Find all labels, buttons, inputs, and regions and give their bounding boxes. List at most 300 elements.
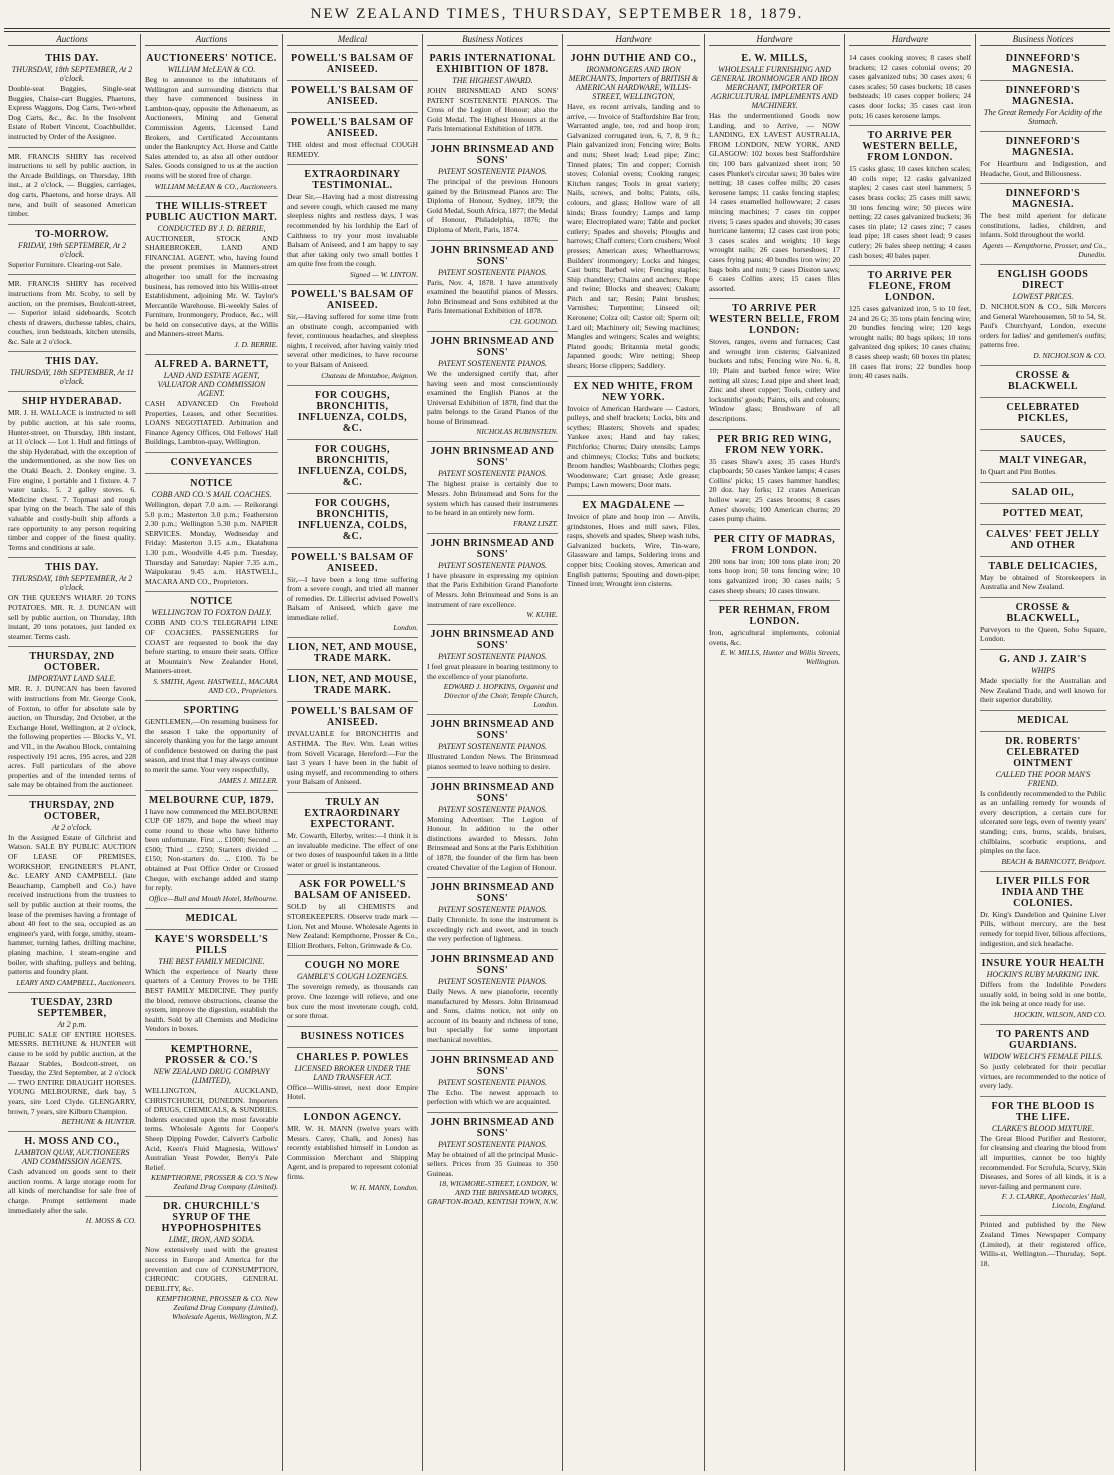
ad-body: Is confidently recommended to the Public as an unfailing remedy for wounds of every description, a certain cure for ulcerated sore legs, even of twenty years' standing; cuts, burns, scalds, bruises, chilblains, scorbutic eruptions, and pimples on the face. xyxy=(980,788,1106,856)
ad-body: Dear Sir,—Having had a most distressing and severe cough, which caused me many sleepless nights and restless days, I was recommended by his lordship the Earl of Caithness to try your most invaluable Balsam of Aniseed, and I am happy to say that after taking only two small bottles I am quite free from the cough. xyxy=(287,192,418,269)
ad-body: Morning Advertiser. The Legion of Honour. In addition to the other distinctions awarded to Messrs. John Brinsmead and Sons at the Paris Exhibition of 1878, the founder of the firm has been created Chevalier of the Legion of Honour. xyxy=(427,814,558,872)
ad-subtitle: WILLIAM McLEAN & CO. xyxy=(167,65,256,74)
ad-body: Dr. King's Dandelion and Quinine Liver Pills, without mercury, are the best remedy for torpid liver, bilious affections, indigestion, and sick headache. xyxy=(980,909,1106,948)
ad-subtitle: COBB AND CO.'S MAIL COACHES. xyxy=(151,490,272,500)
advertisement xyxy=(980,732,1106,872)
ad-body: Differs from the Indelible Powders usually sold, in being sold in one bottle, the ink being at once ready for use. xyxy=(980,980,1106,1009)
ad-title: LION, NET, AND MOUSE, TRADE MARK. xyxy=(288,642,417,665)
ad-signature: KEMPTHORNE, PROSSER & CO.'S New Zealand Drug Company (Limited). xyxy=(150,1173,278,1192)
advertisement xyxy=(287,49,418,81)
advertisement xyxy=(427,950,558,1051)
ad-body: Have, ex recent arrivals, landing and to arrive, — Invoice of Staffordshire Bar Iron; Warranted angle, tee, rod and hoop iron; Galvanized corrugated iron, 6, 7, 8, 9 ft.; Plain galvanized iron; Fencing wire; Bolts and nuts; Sheet lead; Lead pipe; Zinc; Tinned plates; Tin and copper; Cornish stoves; Colonial ovens; Cooking ranges; Kitchen ranges; Tools in great variety; Nails, screws, and bolts; Paints, oils, colours, and glass; Hollow ware of all kinds; Brass foundry; Lamps and lamp ware; Electroplated ware; Table and pocket cutlery; Spades and shovels; Ploughs and harrows; Chaff cutters; Corn crushers; Wool presses; American axes; Wheelbarrows; Builders' ironmongery; Locks and hinges; Cast butts; Barbed wire; Fencing staples; Ship chandlery; Chains and anchors; Rope and twine; Blocks and sheaves; Oakum; Pitch and tar; Resin; Paint brushes; Varnishes; Turpentine; Linseed oil; Kerosene; Colza oil; Castor oil; Sperm oil; Lard oil; Machinery oil; Sewing machines; Mangles and wringers; Scales and weights; Plated goods; Britannia metal goods; Japanned goods; Wire netting; Sheep shears; Horse clippers; Saddlery. xyxy=(567,102,700,371)
ad-title: PARIS INTERNATIONAL EXHIBITION OF 1878. xyxy=(429,53,556,75)
ad-signature: Chateau de Montaboe, Avignon. xyxy=(321,370,418,380)
ad-title: TABLE DELICACIES, xyxy=(988,560,1098,572)
advertisement xyxy=(8,993,136,1132)
advertisement xyxy=(849,126,971,266)
ad-body: AUCTIONEER, STOCK AND SHAREBROKER, LAND AND FINANCIAL AGENT, who, having found the present premises in Manners-street altogether too small for the increasing business, has removed into his Willis-street Establishment, adjoining Mr. W. Taylor's Mercantile Warehouse. Bi-weekly Sales of Furniture, Ironmongery, Produce, &c., will be held on consecutive days, at the Willis and Manners-street Marts. xyxy=(145,233,278,339)
ad-body: Stoves, ranges, ovens and furnaces; Cast and wrought iron cisterns; Galvanized buckets and tubs; Fencing wire No. 6, 8, 10; Plain and barbed fence wire; Wire netting all sizes; Lead pipe and sheet lead; Zinc and sheet copper; Tools, cutlery and locksmiths' goods; Paints, oils and colours; Window glass; Brushware of all descriptions. xyxy=(709,337,840,424)
advertisement xyxy=(427,1051,558,1113)
ad-title: TRULY AN EXTRAORDINARY EXPECTORANT. xyxy=(304,797,401,831)
ad-body: GENTLEMEN,—On resuming business for the season I take the opportunity of sincerely thanking you for the large amount of confidence bestowed on during the past season, and trust that I may always continue to merit the same. Your very respectfully, xyxy=(145,716,278,774)
advertisement xyxy=(980,1216,1106,1273)
ad-title: TO ARRIVE PER FLEONE, FROM LONDON. xyxy=(867,270,953,304)
ad-body: The sovereign remedy, as thousands can prove. One lozenge will relieve, and one box cure the most inveterate cough, cold, or sore throat. xyxy=(287,982,418,1021)
advertisement xyxy=(709,601,840,671)
ad-title: JOHN BRINSMEAD AND SONS' xyxy=(430,719,555,742)
ad-body: MR. FRANCIS SHIRY has received instructions from Mr. Scoby, to sell by auction, on the premises, Boulcott-street, — Superior inlaid sideboards, Scotch chests of drawers, duchesse tables, chairs, couches, iron bedsteads, kitchen utensils, &c. Sale at 2 o'clock. xyxy=(8,279,136,346)
ad-body: Which the experience of Nearly three quarters of a Century Proves to be THE BEST FAMILY MEDICINE. They purify the blood, remove obstructions, cleanse the system, improve the digestion, establish the health. Sold by all Chemists and Medicine Vendors in boxes. xyxy=(145,966,278,1034)
ad-subtitle: IMPORTANT LAND SALE. xyxy=(28,674,116,684)
advertisement xyxy=(980,504,1106,525)
advertisement xyxy=(287,793,418,875)
ad-subtitle: PATENT SOSTENENTE PIANOS. xyxy=(438,469,547,479)
ad-subtitle: PATENT SOSTENENTE PIANOS. xyxy=(438,1139,547,1149)
ad-body: MR. W. H. MANN (twelve years with Messrs. Carey, Chalk, and Jones) has recently established himself in London as Commission Merchant and Shipping Agent, and is prepared to represent colonial firms. xyxy=(287,1123,418,1181)
advertisement xyxy=(567,377,700,496)
advertisement xyxy=(145,49,278,197)
advertisement xyxy=(8,225,136,276)
ad-body: Made specially for the Australian and New Zealand Trade, and well known for their superior durability. xyxy=(980,675,1106,705)
ad-body: JOHN BRINSMEAD AND SONS' PATENT SOSTENENTE PIANOS. The Cross of the Legion of Honour; also the Gold Medal. The Highest Honours at the Paris International Exhibition of 1878. xyxy=(427,86,558,134)
ad-body: The Echo. The newest approach to perfection with which we are acquainted. xyxy=(427,1087,558,1107)
ad-subtitle: FRIDAY, 19th SEPTEMBER, At 2 o'clock. xyxy=(18,240,126,259)
ad-title: DINNEFORD'S MAGNESIA. xyxy=(1005,53,1081,75)
advertisement xyxy=(145,1197,278,1326)
advertisement xyxy=(287,1108,418,1197)
ad-signature: W. H. MANN, London. xyxy=(350,1182,418,1192)
ad-signature: J. D. BERRIE. xyxy=(234,340,278,350)
ad-body: ON THE QUEEN'S WHARF. 20 TONS POTATOES. MR. R. J. DUNCAN will sell by public auction, on Thursday, 18th instant, 20 tons potatoes, just landed ex steamer. Terms cash. xyxy=(8,593,136,641)
ad-subtitle: THURSDAY, 18th SEPTEMBER, At 2 o'clock. xyxy=(11,574,133,593)
ad-title: JOHN BRINSMEAD AND SONS' xyxy=(430,143,555,166)
advertisement xyxy=(427,49,558,140)
ad-body: MR. FRANCIS SHIRY has received instructions to sell by public auction, in the Arcade Buildings, on Thursday, 18th inst., at 2 o'clock, — Buggies, carriages, dog carts, Phaetons, and horse drays. All new, and built of seasoned American timber. xyxy=(8,151,136,219)
ad-body: 14 cases cooking stoves; 8 cases shelf brackets; 12 cases colonial ovens; 20 cases galvanized tubs; 30 cases axes; 6 cases scales; 50 cases buckets; 18 cases bedsteads; 10 cases copper boilers; 24 cases door locks; 35 cases cast iron pots; 16 cases kerosene lamps. xyxy=(849,53,971,120)
advertisement xyxy=(980,430,1106,451)
masthead-rule-bottom xyxy=(4,31,1110,32)
ad-signature: EDWARD J. HOPKINS, Organist and Director of the Choir, Temple Church, London. xyxy=(443,682,558,710)
advertisement xyxy=(980,265,1106,366)
advertisement xyxy=(8,49,136,148)
ad-body: Mr. Cowarth, Ellerby, writes:—I think it is an invaluable medicine. The effect of one or two doses of teaspoonful taken in a little water or gruel is instantaneous. xyxy=(287,831,418,869)
ad-title: MELBOURNE CUP, 1879. xyxy=(148,794,275,806)
advertisement xyxy=(8,352,136,392)
ad-title: THURSDAY, 2ND OCTOBER, xyxy=(29,799,115,822)
ad-title: JOHN BRINSMEAD AND SONS' xyxy=(430,1054,555,1077)
ad-title: TO PARENTS AND GUARDIANS. xyxy=(996,1029,1090,1051)
ad-body: 15 casks glass; 10 cases kitchen scales; 40 coils rope; 12 casks galvanized staples; 2 cases cast steel hammers; 5 cases brass cocks; 25 cases mill saws; 30 tons fencing wire; 50 pieces wire netting; 22 cases galvanized buckets; 36 cases tin plate; 12 cases zinc; 7 cases lead pipe; 18 cases sheet lead; 9 cases cutlery; 26 bales sheep netting; 4 cases cash boxes; 40 bales paper. xyxy=(849,164,971,260)
ad-subtitle: THURSDAY, 18th SEPTEMBER, At 2 o'clock. xyxy=(11,65,133,83)
ad-signature: F. J. CLARKE, Apothecaries' Hall, Lincoln, England. xyxy=(1001,1192,1106,1211)
advertisement xyxy=(287,875,418,956)
ad-body: The Great Blood Purifier and Restorer, for cleansing and clearing the blood from all impurities, cannot be too highly recommended. For Scrofula, Scurvy, Skin Diseases, and Sores of all kinds, it is a never-failing and permanent cure. xyxy=(980,1133,1106,1191)
ad-title: POWELL'S BALSAM OF ANISEED. xyxy=(291,706,414,729)
ad-title: G. AND J. ZAIR'S xyxy=(999,653,1087,665)
advertisement xyxy=(980,49,1106,81)
ad-signature: S. SMITH, Agent. HASTWELL, MACARA AND CO., Proprietors. xyxy=(153,676,278,695)
ad-title: CONVEYANCES xyxy=(170,457,253,469)
advertisement xyxy=(849,266,971,386)
advertisement xyxy=(980,1025,1106,1097)
ad-title: KAYE'S WORSDELL'S PILLS xyxy=(154,933,269,956)
advertisement xyxy=(287,494,418,548)
advertisement xyxy=(427,878,558,950)
ad-title: LION, NET, AND MOUSE, TRADE MARK. xyxy=(288,674,417,697)
ad-title: TO-MORROW. xyxy=(35,228,109,240)
ad-subtitle: PATENT SOSTENENTE PIANOS. xyxy=(438,166,547,176)
ad-body: We the undersigned certify that, after having seen and most conscientiously examined the English Pianos at the Universal Exhibition of 1878, find that the palm belongs to the Grand Pianos of the house of Brinsmead. xyxy=(427,368,558,426)
advertisement xyxy=(287,956,418,1026)
advertisement xyxy=(145,791,278,909)
ad-subtitle: PATENT SOSTENENTE PIANOS. xyxy=(438,560,547,570)
ad-body: I have now commenced the MELBOURNE CUP OF 1879, and hope the wheel may come round to those who have hitherto been unfortunate. First ... £1000; Second ... £500; Third ... £250; Starters divided ... £150; Non-starters do. ... £100. To be obtained at Post Office Order or Crossed Cheque, with exchange added and stamp for reply. xyxy=(145,806,278,893)
ad-title: MALT VINEGAR, xyxy=(999,454,1087,466)
advertisement xyxy=(145,355,278,453)
ad-subtitle: PATENT SOSTENENTE PIANOS. xyxy=(438,905,547,915)
advertisement xyxy=(980,451,1106,483)
advertisement xyxy=(980,1097,1106,1217)
advertisement xyxy=(980,872,1106,954)
advertisement xyxy=(287,1027,418,1048)
advertisement xyxy=(287,670,418,702)
ad-title: JOHN BRINSMEAD AND SONS' xyxy=(430,882,555,905)
ad-title: JOHN BRINSMEAD AND SONS' xyxy=(430,446,555,469)
advertisement xyxy=(980,184,1106,265)
ad-title: JOHN BRINSMEAD AND SONS' xyxy=(430,1116,555,1139)
advertisement xyxy=(287,440,418,494)
ad-subtitle: NEW ZEALAND DRUG COMPANY (LIMITED), xyxy=(153,1067,270,1085)
ad-body: Now extensively used with the greatest success in Europe and America for the prevention and cure of CONSUMPTION, CHRONIC COUGHS, GENERAL DEBILITY, &c. xyxy=(145,1245,278,1293)
ad-subtitle: PATENT SOSTENENTE PIANOS. xyxy=(438,267,547,277)
ad-title: CELEBRATED PICKLES, xyxy=(1006,401,1080,424)
ad-title: THURSDAY, 2ND OCTOBER. xyxy=(29,651,115,674)
ad-signature: 18, WIGMORE-STREET, LONDON, W. AND THE BRINSMEAD WORKS, GRAFTON-ROAD, KENTISH TOWN, N.W. xyxy=(427,1179,558,1207)
ad-title: DINNEFORD'S MAGNESIA. xyxy=(1005,85,1081,107)
advertisement xyxy=(980,525,1106,557)
column-3 xyxy=(283,34,423,1471)
advertisement xyxy=(980,483,1106,504)
ad-title: CALVES' FEET JELLY AND OTHER xyxy=(986,528,1100,551)
ad-title: COUGH NO MORE xyxy=(304,960,401,972)
column-heading: Business Notices xyxy=(980,34,1106,46)
ad-subtitle: PATENT SOSTENENTE PIANOS. xyxy=(438,652,547,662)
ad-body: Paris, Nov. 4, 1878. I have attentively examined the beautiful pianos of Messrs. John Brinsmead and Sons exhibited at the Paris International Exhibition of 1878. xyxy=(427,277,558,316)
ad-title: ENGLISH GOODS DIRECT xyxy=(997,268,1089,291)
ad-signature: W. KUHE. xyxy=(526,610,558,620)
advertisement xyxy=(287,1048,418,1108)
column-6 xyxy=(705,34,845,1471)
ad-subtitle: LAND AND ESTATE AGENT, VALUATOR AND COMMISSION AGENT. xyxy=(157,371,266,399)
column-heading: Hardware xyxy=(709,34,840,46)
ad-body: Daily News. A new pianoforte, recently manufactured by Messrs. John Brinsmead and Sons, claims notice, not only on account of its beauty and richness of tone, but specially for some important mechanical novelties. xyxy=(427,986,558,1044)
ad-title: DINNEFORD'S MAGNESIA. xyxy=(1005,188,1081,211)
ad-title: FOR THE BLOOD IS THE LIFE. xyxy=(991,1100,1095,1123)
column-heading: Hardware xyxy=(567,34,700,46)
advertisement xyxy=(427,241,558,332)
ad-body: The principal of the previous Honours gained by the Brinsmead Pianos are: The Diploma of Honour, Sydney, 1879; the Gold Medal, South Africa, 1877; the Medal of Honour, Philadelphia, 1876; the Diploma of Merit, Paris, 1874. xyxy=(427,176,558,234)
advertisement xyxy=(145,453,278,474)
ad-body: MR. R. J. DUNCAN has been favored with instructions from Mr. George Cook, of Foxton, to offer for absolute sale by auction, on Thursday, 2nd October, at the Exchange Hotel, Wellington, at 2 o'clock, the following properties — Blocks V., VI. and VII., in the Awahou Block, containing respectively 191 acres, 195 acres, and 228 acres. Full particulars of the above properties and of the intended terms of sale may be obtained from the auctioneer. xyxy=(8,684,136,790)
column-grid xyxy=(4,34,1110,1471)
column-4 xyxy=(423,34,563,1471)
advertisement xyxy=(980,132,1106,184)
advertisement xyxy=(8,647,136,796)
ad-title: FOR COUGHS, BRONCHITIS, INFLUENZA, COLDS, &C. xyxy=(297,389,408,434)
advertisement xyxy=(287,113,418,165)
ad-body: In the Assigned Estate of Gilchrist and Watson. SALE BY PUBLIC AUCTION OF LEASE OF PREMISES, WORKSHOP, ENGINEER'S PLANT, &c. LEARY AND CAMPBELL (late Beauchamp, Campbell and Co.) have received instructions from the trustees to sell by public auction at their rooms, the lease of the premises having a frontage of about 40 feet to the sea, occupied as an engineer's yard, with forge, smithy, steam-hammer, turning lathes, drilling machine, planing machine, 1 steam-engine and boiler, with shafting, pulleys and belting, patterns and foundry plant. xyxy=(8,832,136,977)
ad-body: COBB AND CO.'S TELEGRAPH LINE OF COACHES. PASSENGERS for COAST are requested to book the day before starting, to ensure their seats. Office at Mountain's New Zealander Hotel, Manners-street. xyxy=(145,618,278,676)
ad-title: PER REHMAN, FROM LONDON. xyxy=(718,605,831,628)
ad-title: CHARLES P. POWLES xyxy=(296,1051,409,1063)
masthead-rule-top xyxy=(4,28,1110,29)
ad-body: Invoice of plate and hoop iron — Anvils, grindstones, Hoes and mill saws, Files, rasps, shovels and spades, Sheep wash tubs, Galvanized buckets, Wire, Tin-ware, Glassware and lamps, Soldering irons and copper bits; Cooking stoves, American and English patterns; Spouting and down-pipe; Tinned iron; Wrought iron cisterns. xyxy=(567,511,700,589)
ad-subtitle: At 2 o'clock. xyxy=(52,822,92,832)
advertisement xyxy=(427,332,558,443)
ad-signature: FRANZ LISZT. xyxy=(513,518,558,528)
ad-signature: London. xyxy=(393,623,418,633)
ad-subtitle: THE BEST FAMILY MEDICINE. xyxy=(158,956,265,966)
ad-title: FOR COUGHS, BRONCHITIS, INFLUENZA, COLDS, &C. xyxy=(297,497,408,542)
ad-title: DR. CHURCHILL'S SYRUP OF THE HYPOPHOSPHITES xyxy=(161,1201,262,1235)
ad-title: JOHN BRINSMEAD AND SONS' xyxy=(430,244,555,267)
ad-title: SALAD OIL, xyxy=(1011,486,1075,498)
ad-body: Purveyors to the Queen, Soho Square, London. xyxy=(980,624,1106,644)
advertisement xyxy=(567,49,700,377)
ad-title: POTTED MEAT, xyxy=(1002,507,1084,519)
advertisement xyxy=(8,1132,136,1230)
ad-body: D. NICHOLSON & CO., Silk Mercers and General Warehousemen, 50 to 54, St. Paul's Churchyard, London, execute orders for ladies' and gentlemen's outfits; patterns free. xyxy=(980,301,1106,350)
ad-title: EXTRAORDINARY TESTIMONIAL. xyxy=(304,169,401,192)
ad-title: PER CITY OF MADRAS, FROM LONDON. xyxy=(713,533,836,556)
advertisement xyxy=(8,148,136,225)
ad-signature: Agents — Kempthorne, Prosser, and Co., Dunedin. xyxy=(982,240,1106,259)
ad-subtitle: The Great Remedy For Acidity of the Stomach. xyxy=(983,108,1103,126)
ad-title: JOHN DUTHIE AND CO., xyxy=(570,53,697,64)
ad-title: LONDON AGENCY. xyxy=(303,1111,402,1123)
ad-title: JOHN BRINSMEAD AND SONS' xyxy=(430,781,555,804)
ad-body: Has the undermentioned Goods now Landing, and to Arrive, — NOW LANDING, EX LAVEST AUSTRALIA, FROM LONDON, NEW YORK, AND GLASGOW: 102 boxes best Staffordshire tin; 100 bars galvanized sheet iron; 50 cases Plunket's circular saws; 30 bales wire netting; 18 cases coffee mills; 20 cases kerosene lamps; 11 casks fencing staples; 14 cases enamelled hollowware; 2 cases mincing machines; 7 cases tin copper rivets; 5 cases spades and shovels; 30 cases hurricane lanterns; 12 cases cast iron pots; 3 cases scales and weights; 10 kegs wrought nails; 26 cases horseshoes; 17 cases frying pans; 40 bundles iron wire; 20 bags bolts and nuts; 9 cases Disston saws; 6 cases Collins axes; 15 cases files assorted. xyxy=(709,111,840,293)
ad-title: TUESDAY, 23RD SEPTEMBER, xyxy=(31,996,113,1019)
advertisement xyxy=(145,909,278,930)
ad-signature: Signed — W. LINTON. xyxy=(349,269,418,279)
ad-body: So justly celebrated for their peculiar virtues, are recommended to the notice of every lady. xyxy=(980,1062,1106,1091)
ad-body: Office—Willis-street, next door Empire Hotel. xyxy=(287,1082,418,1102)
ad-subtitle: PATENT SOSTENENTE PIANOS. xyxy=(438,742,547,752)
ad-title: POWELL'S BALSAM OF ANISEED. xyxy=(291,85,414,107)
ad-body: The best mild aperient for delicate constitutions, ladies, children, and infants. Sold throughout the world. xyxy=(980,211,1106,240)
ad-body: Superior Furniture. Clearing-out Sale. xyxy=(8,259,122,269)
advertisement xyxy=(709,299,840,429)
advertisement xyxy=(287,81,418,113)
advertisement xyxy=(709,430,840,530)
ad-title: KEMPTHORNE, PROSSER & CO.'S xyxy=(165,1044,258,1066)
advertisement xyxy=(287,165,418,285)
ad-title: DINNEFORD'S MAGNESIA. xyxy=(1005,136,1081,158)
ad-signature: Office—Bull and Mouth Hotel, Melbourne. xyxy=(148,893,278,903)
advertisement xyxy=(145,1040,278,1197)
ad-signature: HOCKIN, WILSON, AND CO. xyxy=(1014,1010,1106,1019)
ad-body: Wellington, depart 7.0 a.m. — Reikorangi 5.0 p.m.; Masterton 3.0 p.m.; Featherston 2.30 p.m.; Wellington 5.30 p.m. NAPIER SERVICES. Monday, Wednesday and Friday: Masterton 3.15 a.m., Ekatahuna 1.30 p.m., Woodville 4.45 p.m. Tuesday, Thursday and Saturday: Napier 7.35 a.m., Waipukurau 9.45 a.m. HASTWELL, MACARA AND CO., Proprietors. xyxy=(145,500,278,586)
ad-signature: H. MOSS & CO. xyxy=(85,1216,136,1226)
column-7 xyxy=(845,34,976,1471)
advertisement xyxy=(427,1113,558,1212)
advertisement xyxy=(709,530,840,601)
ad-body: Beg to announce to the inhabitants of Wellington and surrounding districts that they have commenced business in Lambton-quay, opposite the Athenaeum, as Auctioneers, Mining and General Commission Agents, Licensed Land Brokers, and Certificated Accountants under the Bankruptcy Act. Horse and Cattle Sales attended to, as also all other outdoor Sales. Goods consigned to us at the auction rooms will be stored free of charge. xyxy=(145,75,278,180)
ad-body: Cash advanced on goods sent to their auction rooms. A large storage room for all kinds of merchandise for sale free of charge. Prompt settlement made immediately after the sale. xyxy=(8,1167,136,1215)
ad-title: JOHN BRINSMEAD AND SONS' xyxy=(430,629,555,652)
ad-title: NOTICE xyxy=(190,596,233,608)
ad-title: INSURE YOUR HEALTH xyxy=(981,958,1105,970)
column-heading: Business Notices xyxy=(427,34,558,46)
ad-body: Daily Chronicle. In tone the instrument is exceedingly rich and sweet, and in touch the very perfection of lightness. xyxy=(427,915,558,944)
advertisement xyxy=(287,386,418,440)
ad-signature: BETHUNE & HUNTER. xyxy=(61,1117,136,1127)
ad-body: 35 cases Shaw's axes; 35 cases Hurd's clapboards; 50 cases Yankee lamps; 4 cases Collins' picks; 15 cases hammer handles; 20 doz. hay forks; 12 crates American hollow ware; 25 cases brooms; 8 cases Ames' shovels; 100 American churns; 20 cases pump chains. xyxy=(709,456,840,524)
ad-title: LIVER PILLS FOR INDIA AND THE COLONIES. xyxy=(995,875,1091,909)
ad-subtitle: PATENT SOSTENENTE PIANOS. xyxy=(438,358,547,368)
ad-body: CASH ADVANCED On Freehold Properties, Leases, and other Securities. LOANS NEGOTIATED. Arbitration and Finance Agency Offices, Old Fellows' Hall Buildings, Lambton-quay, Wellington. xyxy=(145,399,278,447)
ad-title: CROSSE & BLACKWELL, xyxy=(1006,601,1080,624)
ad-subtitle: PATENT SOSTENENTE PIANOS. xyxy=(438,976,547,986)
ad-title: TO ARRIVE PER WESTERN BELLE, FROM LONDON: xyxy=(709,303,840,337)
ad-body: PUBLIC SALE OF ENTIRE HORSES. MESSRS. BETHUNE & HUNTER will cause to be sold by public auction, at the Bazaar Stables, Boulcott-street, on Tuesday, the 23rd September, at 2 o'clock — TWO ENTIRE DRAUGHT HORSES. YOUNG MELBOURNE, dark bay, 5 years, sire Lord Clyde. GLENGARRY, brown, 7 years, sire Kilburn Champion. xyxy=(8,1029,136,1116)
ad-subtitle: HOCKIN'S RUBY MARKING INK. xyxy=(986,970,1100,980)
ad-title: ALFRED A. BARNETT, xyxy=(154,359,269,371)
ad-signature: KEMPTHORNE, PROSSER & CO. New Zealand Drug Company (Limited), Wholesale Agents, Wellington, N.Z. xyxy=(156,1294,278,1322)
ad-title: NOTICE xyxy=(190,478,233,490)
ad-title: SHIP HYDERABAD. xyxy=(22,396,122,408)
ad-title: THIS DAY. xyxy=(45,562,99,574)
ad-subtitle: THE HIGHEST AWARD. xyxy=(452,76,533,85)
ad-body: Double-seat Buggies, Single-seat Buggies, Chaise-cart Buggies, Phaetons, Express Waggons, Dog Carts, Two-wheel Dog Carts, &c., &c. In the Insolvent Estate of Robert Vincent, Coachbuilder, instructed by Order of the Assignee. xyxy=(8,84,136,141)
ad-subtitle: At 2 p.m. xyxy=(57,1019,87,1029)
ad-subtitle: PATENT SOSTENENTE PIANOS. xyxy=(438,1077,547,1087)
ad-body: MR. J. H. WALLACE is instructed to sell by public auction, at his sale rooms, Hunter-street, on Thursday, 18th instant, at 11 o'clock — Lot 1. Hull and fittings of the ship Hyderabad, with the exception of the undermentioned, as she now lies on the Otaki Beach. 2. Donkey engine. 3. Fire engine, 1 portable and 1 fixture. 4. 7 water tanks. 5. 2 galley stoves. 6. Medicine chest. 7. Topmast and rough spar lying on the beach. The sale of this valuable and costly-built ship affords a rare opportunity to any person requiring timber and copper of the finest quality. Terms and conditions at sale. xyxy=(8,408,136,552)
ad-title: POWELL'S BALSAM OF ANISEED. xyxy=(291,53,414,75)
ad-body: Sir,—Having suffered for some time from an obstinate cough, accompanied with fever, continuous headaches, and sleepless nights, I received, after having vainly tried several other medicines, to have recourse to your Balsam of Aniseed. xyxy=(287,311,418,369)
ad-subtitle: CLARKE'S BLOOD MIXTURE. xyxy=(991,1123,1095,1133)
advertisement xyxy=(980,711,1106,732)
advertisement xyxy=(427,534,558,625)
ad-body: WELLINGTON, AUCKLAND, CHRISTCHURCH, DUNEDIN. Importers of DRUGS, CHEMICALS, & SUNDRIES. Indents executed upon the most favorable terms. Wholesale Agents for Cooper's Sheep Dipping Powder, Calvert's Carbolic Acid, Keen's Fluid Magnesia, Willows' Australian Yeast Powder, Berry's Pale Relief. xyxy=(145,1086,278,1172)
ad-title: E. W. MILLS, xyxy=(741,53,808,64)
ad-body: In Quart and Pint Bottles. xyxy=(980,466,1057,476)
advertisement xyxy=(145,701,278,791)
ad-subtitle: IRONMONGERS AND IRON MERCHANTS, Importers of BRITISH & AMERICAN HARDWARE, WILLIS-STREET, WELLINGTON, xyxy=(568,65,699,101)
ad-subtitle: PATENT SOSTENENTE PIANOS. xyxy=(438,804,547,814)
ad-title: THIS DAY. xyxy=(45,53,99,64)
ad-title: MEDICAL xyxy=(185,912,238,924)
ad-body: May be obtained of Storekeepers in Australia and New Zealand. xyxy=(980,572,1106,592)
advertisement xyxy=(287,638,418,670)
ad-subtitle: WIDOW WELCH'S FEMALE PILLS. xyxy=(983,1052,1103,1061)
ad-body: Iron, agricultural implements, colonial ovens, &c. xyxy=(709,628,840,647)
ad-body: Illustrated London News. The Brinsmead pianos seemed to leave nothing to desire. xyxy=(427,752,558,771)
ad-body: The highest praise is certainly due to Messrs. John Brinsmead and Sons for the system which has caused their instruments to be heard in an entirely new form. xyxy=(427,479,558,518)
ad-body: THE oldest and most effectual COUGH REMEDY. xyxy=(287,140,418,159)
ad-body: 125 cases galvanized iron, 5 to 10 feet, 24 and 26 G; 35 tons plain fencing wire; 20 bundles fencing wire; 120 kegs wrought nails; 80 bags spikes; 10 tons galvanized dog spikes; 10 cases chains; 8 cases sheep wash; 60 boxes tin plates; 18 cases flat irons; 22 bundles hoop iron; 40 cases nails. xyxy=(849,304,971,381)
ad-subtitle: WHIPS xyxy=(1031,665,1055,675)
ad-body: I feel great pleasure in bearing testimony to the excellence of your pianoforte. xyxy=(427,662,558,681)
advertisement xyxy=(8,392,136,558)
ad-body: May be obtained of all the principal Music-sellers. Prices from 35 Guineas to 350 Guineas. xyxy=(427,1149,558,1178)
advertisement xyxy=(567,496,700,594)
ad-body: SOLD by all CHEMISTS and STOREKEEPERS. Observe trade mark — Lion, Net and Mouse. Wholesale Agents in New Zealand: Kempthorne, Prosser & Co., Elliott Brothers, Felton, Grimwade & Co. xyxy=(287,902,418,950)
advertisement xyxy=(287,285,418,386)
advertisement xyxy=(145,592,278,701)
advertisement xyxy=(287,548,418,639)
column-1 xyxy=(4,34,141,1471)
ad-title: EX MAGDALENE — xyxy=(582,499,685,511)
ad-subtitle: LOWEST PRICES. xyxy=(1012,291,1074,301)
ad-title: MEDICAL xyxy=(1017,714,1069,726)
ad-signature: JAMES J. MILLER. xyxy=(218,775,278,785)
column-heading: Auctions xyxy=(145,34,278,46)
advertisement xyxy=(287,702,418,793)
advertisement xyxy=(8,796,136,993)
ad-body: For Heartburn and Indigestion, and Headache, Gout, and Biliousness. xyxy=(980,159,1106,178)
ad-subtitle: LICENSED BROKER UNDER THE LAND TRANSFER ACT. xyxy=(294,1063,411,1082)
ad-signature: LEARY AND CAMPBELL, Auctioneers. xyxy=(16,977,136,987)
advertisement xyxy=(980,557,1106,598)
column-heading: Auctions xyxy=(8,34,136,46)
ad-title: POWELL'S BALSAM OF ANISEED. xyxy=(291,551,414,574)
ad-signature: NICHOLAS RUBINSTEIN. xyxy=(476,427,558,437)
ad-title: FOR COUGHS, BRONCHITIS, INFLUENZA, COLDS, &C. xyxy=(297,443,408,488)
advertisement xyxy=(980,81,1106,132)
column-8 xyxy=(976,34,1110,1471)
ad-signature: CH. GOUNOD. xyxy=(509,316,558,326)
ad-title: JOHN BRINSMEAD AND SONS' xyxy=(430,537,555,560)
column-2 xyxy=(141,34,283,1471)
ad-subtitle: LIME, IRON, AND SODA. xyxy=(168,1235,255,1245)
ad-title: SAUCES, xyxy=(1020,433,1066,445)
ad-title: BUSINESS NOTICES xyxy=(300,1030,405,1042)
advertisement xyxy=(145,930,278,1040)
ad-subtitle: WHOLESALE FURNISHING AND GENERAL IRONMONGER AND IRON MERCHANT, IMPORTER OF AGRICULTURAL IMPLEMENTS AND MACHINERY. xyxy=(710,65,839,110)
ad-body: 200 tons bar iron; 100 tons plate iron; 20 tons hoop iron; 50 tons fencing wire; 10 tons galvanized iron; 30 cases nails; 5 cases sheep shears; 10 cases tinware. xyxy=(709,556,840,595)
ad-title: POWELL'S BALSAM OF ANISEED. xyxy=(291,288,414,311)
advertisement xyxy=(980,954,1106,1025)
masthead: NEW ZEALAND TIMES, THURSDAY, SEPTEMBER 18, 1879. xyxy=(310,6,804,22)
advertisement xyxy=(980,598,1106,650)
ad-title: TO ARRIVE PER WESTERN BELLE, FROM LONDON. xyxy=(862,130,958,164)
advertisement xyxy=(980,398,1106,430)
ad-subtitle: CONDUCTED BY J. D. BERRIE, xyxy=(157,223,266,233)
advertisement xyxy=(980,650,1106,711)
column-5 xyxy=(563,34,705,1471)
ad-title: DR. ROBERTS' CELEBRATED OINTMENT xyxy=(1005,735,1081,769)
advertisement xyxy=(427,140,558,241)
ad-signature: WILLIAM McLEAN & CO., Auctioneers. xyxy=(154,181,278,191)
ad-subtitle: THURSDAY, 18th SEPTEMBER, At 11 o'clock. xyxy=(10,368,134,387)
ad-title: ASK FOR POWELL'S BALSAM OF ANISEED. xyxy=(294,879,411,902)
ad-signature: E. W. MILLS, Hunter and Willis Streets, Wellington. xyxy=(720,648,840,667)
advertisement xyxy=(427,715,558,777)
ad-title: THIS DAY. xyxy=(45,356,99,368)
ad-subtitle: LAMBTON QUAY, AUCTIONEERS AND COMMISSION AGENTS. xyxy=(14,1148,130,1167)
advertisement xyxy=(145,197,278,356)
ad-signature: BEACH & BARNICOTT, Bridport. xyxy=(1001,856,1106,866)
advertisement xyxy=(8,558,136,647)
ad-subtitle: WELLINGTON TO FOXTON DAILY. xyxy=(151,608,272,618)
ad-body: Printed and published by the New Zealand Times Newspaper Company (Limited), at their registered office, Willis-st, Wellington.—Thursday, Sept. 18. xyxy=(980,1220,1106,1268)
advertisement xyxy=(427,778,558,879)
ad-title: CROSSE & BLACKWELL xyxy=(1007,369,1079,392)
advertisement xyxy=(8,275,136,352)
advertisement xyxy=(849,49,971,126)
